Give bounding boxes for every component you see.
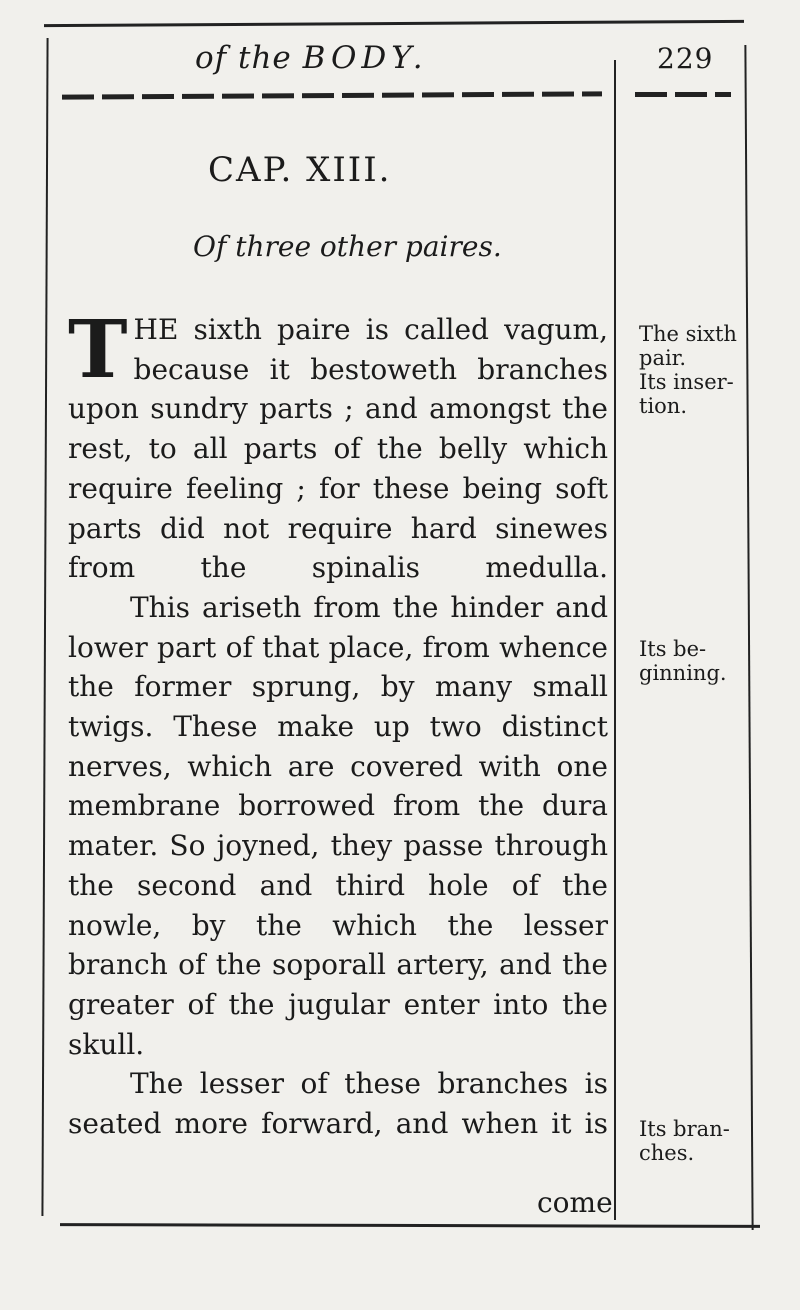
paragraph-3: The lesser of these branches is seated more forward, and when it is xyxy=(68,1067,608,1141)
bottom-border-rule xyxy=(60,1223,760,1228)
marginal-note-sixth-pair: The sixth pair. Its inser- tion. xyxy=(639,322,737,418)
paragraph-1 xyxy=(68,302,608,588)
margin-header-dashed-rule xyxy=(635,92,731,97)
top-border-rule xyxy=(44,20,744,27)
marginal-note-branches: Its bran- ches. xyxy=(639,1117,730,1165)
body-text xyxy=(68,302,608,1144)
paragraph-2: This ariseth from the hinder and lower part of that place, from whence the former sprung, by many small twigs. These make up two distinct nerves, which are covered with one membrane borrowed from the dura mater. So joyned, they passe through the second and third hole of the nowle, by the which the lesser branch of the soporall artery, and the greater of the jugular enter into the skull. xyxy=(68,590,608,1061)
margin-divider-rule xyxy=(614,60,616,1220)
header-dashed-rule xyxy=(62,91,602,99)
left-border-rule xyxy=(41,38,48,1216)
chapter-subtitle: Of three other paires. xyxy=(193,230,502,263)
running-title xyxy=(195,40,428,76)
running-title-prefix: of the xyxy=(195,40,292,76)
paragraph-1-text: HE sixth paire is called vagum, because it bestoweth branches upon sundry parts ; and amongst the rest, to all parts of the belly which require feeling ; for these being soft parts did not require hard sinewes from the spinalis medulla. xyxy=(68,313,608,585)
chapter-heading: CAP. XIII. xyxy=(208,150,392,190)
catchword: come xyxy=(537,1186,613,1219)
marginal-note-beginning: Its be- ginning. xyxy=(639,637,727,685)
page-number: 229 xyxy=(657,42,714,75)
running-title-word: BODY. xyxy=(302,40,428,76)
drop-cap: T xyxy=(68,302,128,396)
